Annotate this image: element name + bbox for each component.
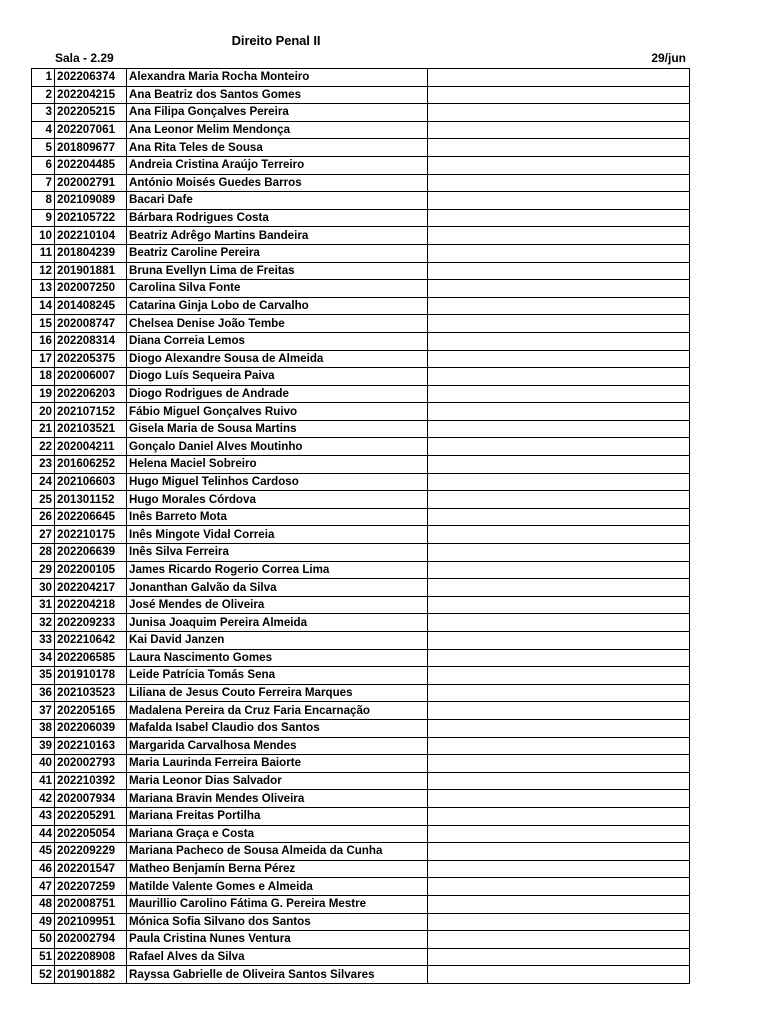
student-name: Helena Maciel Sobreiro [127,456,428,474]
row-number: 15 [32,315,55,333]
student-name: Hugo Morales Córdova [127,491,428,509]
student-id: 202201547 [55,860,127,878]
table-row [32,403,690,421]
student-id: 202206639 [55,544,127,562]
signature-cell[interactable] [428,878,690,896]
row-number: 9 [32,209,55,227]
student-id: 202004211 [55,438,127,456]
row-number: 21 [32,420,55,438]
signature-cell[interactable] [428,790,690,808]
row-number: 13 [32,280,55,298]
signature-cell[interactable] [428,315,690,333]
signature-cell[interactable] [428,332,690,350]
date-label: 29/jun [651,51,686,65]
table-row [32,227,690,245]
student-id: 201910178 [55,667,127,685]
signature-cell[interactable] [428,737,690,755]
student-name: Maurillio Carolino Fátima G. Pereira Mestre [127,895,428,913]
row-number: 34 [32,649,55,667]
attendance-table [31,68,690,984]
student-name: Maria Laurinda Ferreira Baiorte [127,755,428,773]
row-number: 43 [32,807,55,825]
student-name: Inês Silva Ferreira [127,544,428,562]
table-row [32,121,690,139]
student-name: Fábio Miguel Gonçalves Ruivo [127,403,428,421]
row-number: 2 [32,86,55,104]
student-id: 202109951 [55,913,127,931]
signature-cell[interactable] [428,297,690,315]
student-id: 202204215 [55,86,127,104]
student-id: 201408245 [55,297,127,315]
signature-cell[interactable] [428,209,690,227]
document-title: Direito Penal II [231,33,321,48]
table-row [32,719,690,737]
row-number: 4 [32,121,55,139]
table-row [32,156,690,174]
student-id: 202103523 [55,684,127,702]
student-id: 202007250 [55,280,127,298]
student-name: Laura Nascimento Gomes [127,649,428,667]
row-number: 36 [32,684,55,702]
signature-cell[interactable] [428,508,690,526]
student-id: 201301152 [55,491,127,509]
signature-cell[interactable] [428,579,690,597]
student-name: Beatriz Caroline Pereira [127,244,428,262]
row-number: 49 [32,913,55,931]
student-name: Madalena Pereira da Cruz Faria Encarnação [127,702,428,720]
student-id: 201809677 [55,139,127,157]
signature-cell[interactable] [428,913,690,931]
signature-cell[interactable] [428,895,690,913]
student-name: Margarida Carvalhosa Mendes [127,737,428,755]
student-name: José Mendes de Oliveira [127,596,428,614]
student-name: Maria Leonor Dias Salvador [127,772,428,790]
student-name: James Ricardo Rogerio Correa Lima [127,561,428,579]
signature-cell[interactable] [428,227,690,245]
table-row [32,860,690,878]
student-id: 201606252 [55,456,127,474]
signature-cell[interactable] [428,139,690,157]
student-name: Ana Rita Teles de Sousa [127,139,428,157]
table-row [32,262,690,280]
row-number: 10 [32,227,55,245]
row-number: 18 [32,368,55,386]
row-number: 29 [32,561,55,579]
student-id: 201804239 [55,244,127,262]
student-id: 201901881 [55,262,127,280]
table-row [32,790,690,808]
signature-cell[interactable] [428,104,690,122]
student-id: 202210642 [55,632,127,650]
student-name: Diogo Alexandre Sousa de Almeida [127,350,428,368]
table-row [32,913,690,931]
table-row [32,192,690,210]
row-number: 31 [32,596,55,614]
student-id: 202205054 [55,825,127,843]
student-id: 202208908 [55,948,127,966]
row-number: 41 [32,772,55,790]
table-row [32,667,690,685]
row-number: 51 [32,948,55,966]
table-row [32,420,690,438]
signature-cell[interactable] [428,192,690,210]
signature-cell[interactable] [428,561,690,579]
signature-cell[interactable] [428,614,690,632]
signature-cell[interactable] [428,684,690,702]
student-id: 202105722 [55,209,127,227]
table-row [32,508,690,526]
student-id: 202209229 [55,843,127,861]
row-number: 12 [32,262,55,280]
signature-cell[interactable] [428,69,690,87]
signature-cell[interactable] [428,456,690,474]
attendance-table-body [32,69,690,984]
table-row [32,104,690,122]
signature-cell[interactable] [428,420,690,438]
student-id: 202206039 [55,719,127,737]
student-name: Inês Barreto Mota [127,508,428,526]
signature-cell[interactable] [428,86,690,104]
row-number: 20 [32,403,55,421]
signature-cell[interactable] [428,825,690,843]
student-name: Mariana Freitas Portilha [127,807,428,825]
row-number: 30 [32,579,55,597]
signature-cell[interactable] [428,244,690,262]
row-number: 19 [32,385,55,403]
student-name: Gisela Maria de Sousa Martins [127,420,428,438]
table-row [32,350,690,368]
student-id: 202006007 [55,368,127,386]
table-row [32,174,690,192]
student-id: 202002793 [55,755,127,773]
signature-cell[interactable] [428,948,690,966]
row-number: 39 [32,737,55,755]
student-name: Andreia Cristina Araújo Terreiro [127,156,428,174]
table-row [32,966,690,984]
table-row [32,473,690,491]
signature-cell[interactable] [428,368,690,386]
student-name: Carolina Silva Fonte [127,280,428,298]
table-row [32,280,690,298]
row-number: 50 [32,931,55,949]
student-name: Bacari Dafe [127,192,428,210]
student-name: Bárbara Rodrigues Costa [127,209,428,227]
student-name: Ana Filipa Gonçalves Pereira [127,104,428,122]
row-number: 23 [32,456,55,474]
row-number: 1 [32,69,55,87]
signature-cell[interactable] [428,719,690,737]
student-name: Ana Leonor Melim Mendonça [127,121,428,139]
student-name: Mariana Graça e Costa [127,825,428,843]
signature-cell[interactable] [428,156,690,174]
student-id: 202207061 [55,121,127,139]
student-id: 202208314 [55,332,127,350]
row-number: 11 [32,244,55,262]
student-id: 202002791 [55,174,127,192]
student-name: Bruna Evellyn Lima de Freitas [127,262,428,280]
student-id: 202106603 [55,473,127,491]
student-name: Hugo Miguel Telinhos Cardoso [127,473,428,491]
row-number: 25 [32,491,55,509]
table-row [32,755,690,773]
student-name: Mónica Sofia Silvano dos Santos [127,913,428,931]
table-row [32,86,690,104]
table-row [32,614,690,632]
row-number: 27 [32,526,55,544]
row-number: 8 [32,192,55,210]
row-number: 35 [32,667,55,685]
student-id: 202206374 [55,69,127,87]
table-row [32,878,690,896]
row-number: 46 [32,860,55,878]
student-id: 202205375 [55,350,127,368]
student-id: 202207259 [55,878,127,896]
student-name: Junisa Joaquim Pereira Almeida [127,614,428,632]
student-id: 202206645 [55,508,127,526]
row-number: 42 [32,790,55,808]
row-number: 38 [32,719,55,737]
table-row [32,491,690,509]
row-number: 52 [32,966,55,984]
row-number: 44 [32,825,55,843]
student-id: 202210175 [55,526,127,544]
table-row [32,807,690,825]
student-name: Ana Beatriz dos Santos Gomes [127,86,428,104]
student-id: 202008747 [55,315,127,333]
row-number: 26 [32,508,55,526]
table-row [32,737,690,755]
row-number: 6 [32,156,55,174]
row-number: 37 [32,702,55,720]
student-id: 202204218 [55,596,127,614]
table-row [32,69,690,87]
student-id: 202205215 [55,104,127,122]
row-number: 28 [32,544,55,562]
student-name: Mariana Pacheco de Sousa Almeida da Cunha [127,843,428,861]
signature-cell[interactable] [428,860,690,878]
signature-cell[interactable] [428,174,690,192]
table-row [32,297,690,315]
table-row [32,632,690,650]
signature-cell[interactable] [428,350,690,368]
table-row [32,579,690,597]
table-row [32,561,690,579]
student-name: Diogo Rodrigues de Andrade [127,385,428,403]
table-row [32,895,690,913]
student-name: Inês Mingote Vidal Correia [127,526,428,544]
student-id: 202210104 [55,227,127,245]
student-id: 202210163 [55,737,127,755]
student-name: Rayssa Gabrielle de Oliveira Santos Silvares [127,966,428,984]
row-number: 16 [32,332,55,350]
row-number: 45 [32,843,55,861]
table-row [32,825,690,843]
row-number: 40 [32,755,55,773]
student-id: 202209233 [55,614,127,632]
row-number: 7 [32,174,55,192]
signature-cell[interactable] [428,632,690,650]
signature-cell[interactable] [428,807,690,825]
table-row [32,649,690,667]
signature-cell[interactable] [428,491,690,509]
student-name: Beatriz Adrêgo Martins Bandeira [127,227,428,245]
row-number: 24 [32,473,55,491]
student-name: Liliana de Jesus Couto Ferreira Marques [127,684,428,702]
signature-cell[interactable] [428,649,690,667]
student-name: Alexandra Maria Rocha Monteiro [127,69,428,87]
room-label: Sala - 2.29 [55,51,114,65]
row-number: 3 [32,104,55,122]
row-number: 22 [32,438,55,456]
student-name: Jonanthan Galvão da Silva [127,579,428,597]
table-row [32,139,690,157]
table-row [32,332,690,350]
signature-cell[interactable] [428,667,690,685]
table-row [32,368,690,386]
student-name: Diana Correia Lemos [127,332,428,350]
student-name: Matilde Valente Gomes e Almeida [127,878,428,896]
row-number: 33 [32,632,55,650]
table-row [32,684,690,702]
student-id: 202200105 [55,561,127,579]
row-number: 48 [32,895,55,913]
student-id: 202206585 [55,649,127,667]
student-id: 202204217 [55,579,127,597]
table-row [32,702,690,720]
signature-cell[interactable] [428,403,690,421]
student-name: António Moisés Guedes Barros [127,174,428,192]
student-name: Diogo Luís Sequeira Paiva [127,368,428,386]
student-name: Gonçalo Daniel Alves Moutinho [127,438,428,456]
row-number: 14 [32,297,55,315]
student-name: Leide Patrícia Tomás Sena [127,667,428,685]
table-row [32,456,690,474]
signature-cell[interactable] [428,473,690,491]
table-row [32,315,690,333]
table-row [32,544,690,562]
student-id: 201901882 [55,966,127,984]
student-id: 202007934 [55,790,127,808]
signature-cell[interactable] [428,385,690,403]
student-name: Mafalda Isabel Claudio dos Santos [127,719,428,737]
signature-cell[interactable] [428,262,690,280]
signature-cell[interactable] [428,544,690,562]
student-id: 202205165 [55,702,127,720]
row-number: 32 [32,614,55,632]
student-name: Chelsea Denise João Tembe [127,315,428,333]
signature-cell[interactable] [428,280,690,298]
student-name: Matheo Benjamín Berna Pérez [127,860,428,878]
signature-cell[interactable] [428,772,690,790]
table-row [32,209,690,227]
row-number: 5 [32,139,55,157]
student-id: 202103521 [55,420,127,438]
signature-cell[interactable] [428,121,690,139]
student-id: 202107152 [55,403,127,421]
student-id: 202205291 [55,807,127,825]
table-row [32,596,690,614]
signature-cell[interactable] [428,526,690,544]
table-row [32,948,690,966]
signature-cell[interactable] [428,755,690,773]
table-row [32,772,690,790]
signature-cell[interactable] [428,596,690,614]
table-row [32,385,690,403]
signature-cell[interactable] [428,702,690,720]
student-id: 202204485 [55,156,127,174]
signature-cell[interactable] [428,843,690,861]
student-name: Kai David Janzen [127,632,428,650]
signature-cell[interactable] [428,931,690,949]
student-name: Catarina Ginja Lobo de Carvalho [127,297,428,315]
table-row [32,438,690,456]
table-row [32,843,690,861]
table-row [32,931,690,949]
signature-cell[interactable] [428,438,690,456]
student-name: Rafael Alves da Silva [127,948,428,966]
signature-cell[interactable] [428,966,690,984]
student-id: 202109089 [55,192,127,210]
student-id: 202002794 [55,931,127,949]
table-row [32,526,690,544]
table-row [32,244,690,262]
student-name: Paula Cristina Nunes Ventura [127,931,428,949]
student-id: 202210392 [55,772,127,790]
student-id: 202206203 [55,385,127,403]
row-number: 17 [32,350,55,368]
student-id: 202008751 [55,895,127,913]
student-name: Mariana Bravin Mendes Oliveira [127,790,428,808]
row-number: 47 [32,878,55,896]
